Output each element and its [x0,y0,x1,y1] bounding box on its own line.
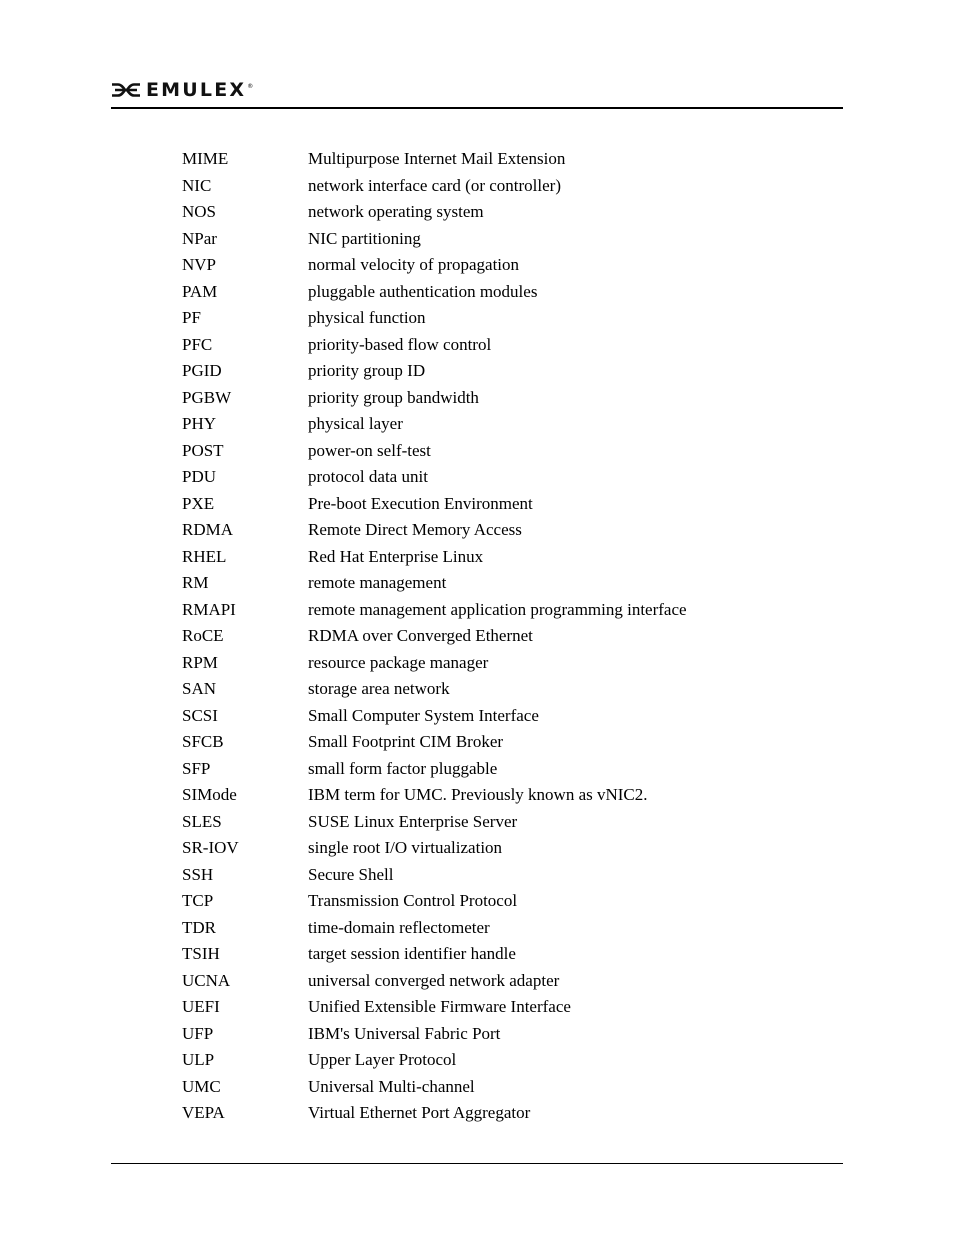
glossary-row [182,968,802,995]
glossary-definition: single root I/O virtualization [308,838,503,857]
glossary-term: SCSI [182,705,218,725]
glossary-definition: Transmission Control Protocol [308,891,518,910]
glossary-row [182,173,802,200]
glossary-term: SIMode [182,785,237,804]
glossary-definition: Remote Direct Memory Access [308,520,522,539]
glossary-definition: RDMA over Converged Ethernet [308,626,533,645]
glossary-term: NVP [182,255,217,274]
glossary-row [182,915,802,942]
glossary-term: PFC [182,334,213,354]
glossary-list [182,146,802,1127]
glossary-row [182,1021,802,1048]
glossary-term: SFCB [182,732,224,751]
glossary-row [182,623,802,650]
glossary-row [182,252,802,279]
glossary-definition: remote management [308,573,447,592]
glossary-row [182,358,802,385]
glossary-row [182,438,802,465]
glossary-row [182,703,802,730]
glossary-definition: pluggable authentication modules [308,281,538,301]
glossary-term: ULP [182,1050,215,1069]
footer-rule [111,1163,843,1164]
emulex-logo [111,80,253,100]
glossary-row [182,491,802,518]
glossary-row [182,597,802,624]
glossary-term: SSH [182,864,214,884]
glossary-term: SLES [182,811,222,831]
glossary-term: PDU [182,467,217,486]
glossary-term: PGID [182,361,222,380]
emulex-logo-icon [111,83,141,97]
glossary-row [182,146,802,173]
glossary-definition: NIC partitioning [308,228,421,248]
glossary-row [182,862,802,889]
glossary-row [182,544,802,571]
glossary-term: UMC [182,1076,221,1096]
glossary-definition: network interface card (or controller) [308,175,561,195]
glossary-row [182,756,802,783]
glossary-definition: resource package manager [308,652,489,672]
glossary-row [182,941,802,968]
glossary-definition: priority-based flow control [308,334,492,354]
glossary-term: RMAPI [182,599,236,619]
glossary-term: RHEL [182,546,227,566]
glossary-row [182,782,802,809]
glossary-definition: remote management application programming interface [308,599,687,619]
glossary-row [182,570,802,597]
glossary-definition: universal converged network adapter [308,970,560,990]
trademark-mark: ® [247,83,254,90]
glossary-row [182,888,802,915]
glossary-definition: SUSE Linux Enterprise Server [308,811,518,831]
glossary-row [182,835,802,862]
glossary-term: RPM [182,652,218,672]
glossary-definition: Pre-boot Execution Environment [308,493,533,513]
glossary-definition: time-domain reflectometer [308,917,490,937]
glossary-row [182,332,802,359]
glossary-definition: Small Computer System Interface [308,705,539,725]
glossary-row [182,305,802,332]
glossary-term: MIME [182,149,229,168]
glossary-term: NIC [182,175,212,195]
glossary-term: SR-IOV [182,838,239,857]
glossary-term: RDMA [182,520,234,539]
glossary-term: UEFI [182,997,220,1016]
glossary-row [182,1047,802,1074]
glossary-row [182,385,802,412]
glossary-definition: protocol data unit [308,467,428,486]
glossary-term: TDR [182,917,216,937]
glossary-row [182,1100,802,1127]
glossary-definition: Upper Layer Protocol [308,1050,457,1069]
glossary-term: NPar [182,228,217,248]
glossary-definition: priority group bandwidth [308,387,479,407]
glossary-term: SAN [182,679,217,698]
logo-wordmark: EMULEX [146,79,247,101]
glossary-definition: IBM term for UMC. Previously known as vNIC2. [308,785,648,804]
glossary-row [182,464,802,491]
glossary-definition: target session identifier handle [308,944,516,963]
glossary-term: PF [182,308,201,327]
glossary-term: RM [182,573,209,592]
glossary-row [182,199,802,226]
glossary-row [182,676,802,703]
glossary-term: UFP [182,1023,214,1043]
glossary-term: TCP [182,891,214,910]
glossary-definition: power-on self-test [308,440,431,460]
glossary-row [182,809,802,836]
glossary-row [182,650,802,677]
glossary-definition: IBM's Universal Fabric Port [308,1023,501,1043]
glossary-definition: Red Hat Enterprise Linux [308,546,484,566]
glossary-definition: Unified Extensible Firmware Interface [308,997,571,1016]
glossary-definition: network operating system [308,202,484,221]
glossary-term: PGBW [182,387,232,407]
glossary-term: NOS [182,202,217,221]
glossary-term: POST [182,440,224,460]
glossary-definition: Virtual Ethernet Port Aggregator [308,1103,531,1122]
glossary-definition: physical layer [308,414,403,433]
glossary-definition: storage area network [308,679,450,698]
glossary-row [182,411,802,438]
glossary-definition: physical function [308,308,426,327]
glossary-row [182,517,802,544]
glossary-term: TSIH [182,944,220,963]
glossary-definition: Multipurpose Internet Mail Extension [308,149,566,168]
header-rule [111,107,843,109]
glossary-definition: Secure Shell [308,864,394,884]
glossary-term: UCNA [182,970,231,990]
glossary-term: RoCE [182,626,224,645]
glossary-term: PXE [182,493,215,513]
glossary-term: SFP [182,758,211,778]
glossary-definition: priority group ID [308,361,426,380]
glossary-row [182,1074,802,1101]
glossary-term: PAM [182,281,218,301]
glossary-row [182,994,802,1021]
glossary-term: PHY [182,414,217,433]
glossary-term: VEPA [182,1103,225,1122]
glossary-row [182,279,802,306]
glossary-definition: Universal Multi-channel [308,1076,475,1096]
glossary-row [182,729,802,756]
glossary-definition: normal velocity of propagation [308,255,520,274]
glossary-definition: small form factor pluggable [308,758,498,778]
page-header [111,78,843,109]
glossary-row [182,226,802,253]
glossary-definition: Small Footprint CIM Broker [308,732,504,751]
